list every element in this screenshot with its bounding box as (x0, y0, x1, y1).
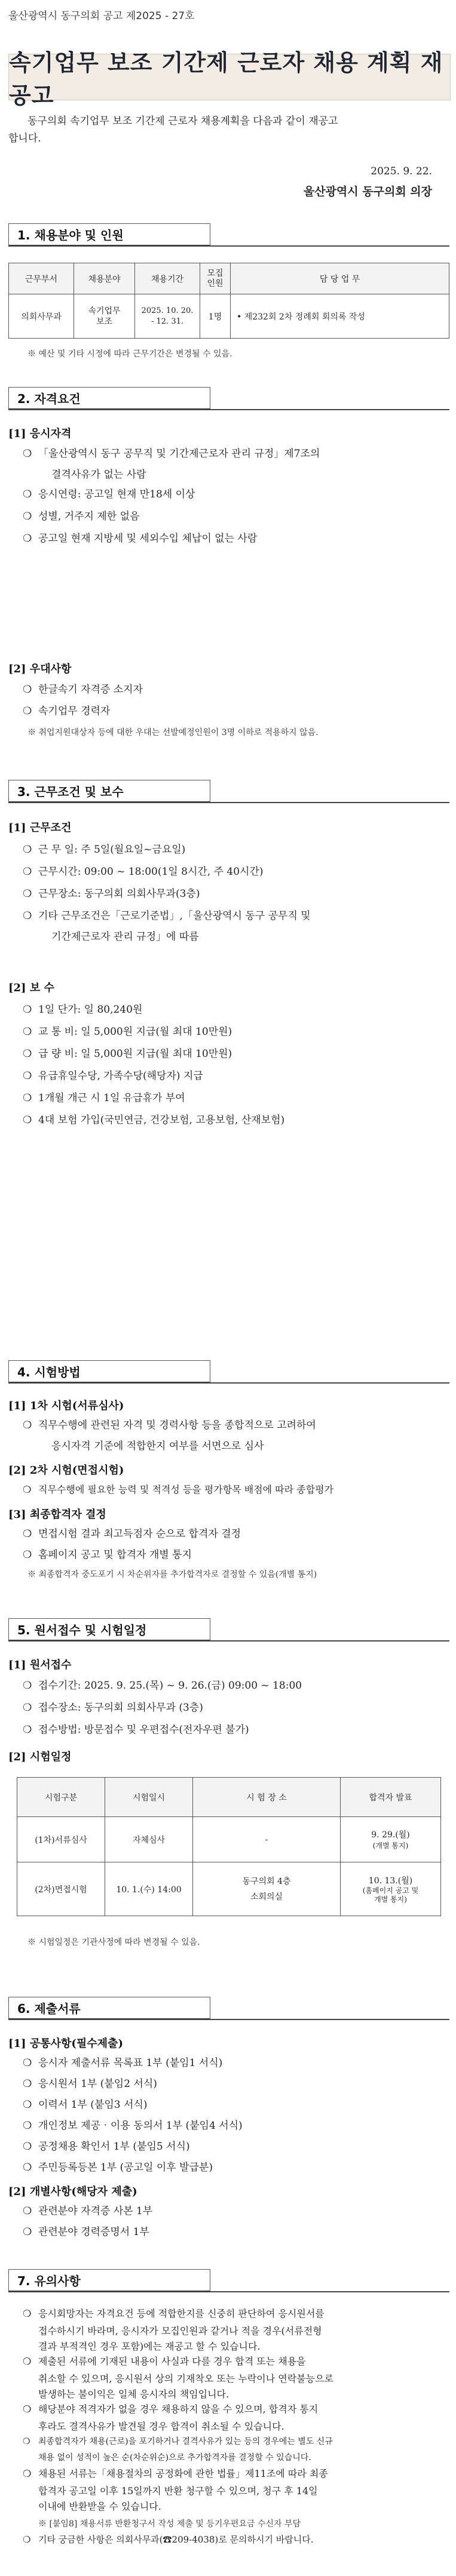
table-cell: 2025. 10. 20. - 12. 31. (135, 294, 200, 339)
section-rule-2 (8, 409, 449, 410)
list-item: ❍ 급 량 비: 일 5,000원 지급(월 최대 10만원) (23, 1048, 232, 1060)
section-5-note: ※ 시험일정은 기관사정에 따라 변경될 수 있음. (27, 1938, 200, 1947)
subheading: [2] 시험일정 (8, 1751, 72, 1763)
list-item-continuation: 후라도 결격사유가 발견될 경우 합격이 취소될 수 있습니다. (38, 2421, 284, 2432)
list-item: ❍ 기타 근무조건은「근로기준법」,「울산광역시 동구 공무직 및 (23, 910, 311, 922)
list-item-continuation: 채용 없이 성적이 높은 순(차순위순)으로 추가합격자를 결정할 수 있습니다. (38, 2453, 311, 2463)
section-rule-3 (8, 802, 449, 803)
list-item: ❍ 응시회망자는 자격요건 등에 적합한지를 신중히 판단하여 응시원서를 (23, 2308, 325, 2319)
table-header: 합격자 발표 (341, 1778, 441, 1817)
section-rule-5 (8, 1640, 449, 1641)
list-item: ❍ 접수장소: 동구의회 의회사무과 (3층) (23, 1702, 203, 1714)
list-item: ❍ 개인정보 제공‧이용 동의서 1부 (붙임4 서식) (23, 2120, 243, 2132)
list-item-continuation: 발생하는 불이익은 일체 응시자의 책임입니다. (38, 2389, 229, 2400)
list-item: ❍ 공고일 현재 지방세 및 세외수입 체납이 없는 사람 (23, 533, 258, 545)
section-heading-6: 6. 제출서류 (8, 1997, 210, 2019)
page-title: 속기업무 보조 기간제 근로자 채용 계획 재공고 (9, 50, 443, 109)
table-header: 근무부서 (9, 263, 74, 294)
result-note: (개별 통지) (372, 1842, 409, 1850)
result-date: 10. 13.(월) (368, 1876, 413, 1886)
section-rule-4 (8, 1382, 449, 1384)
list-item-continuation: 접수하시기 바라며, 응시자가 모집인원과 같거나 적을 경우(서류전형 (38, 2325, 322, 2337)
list-item-continuation: 합격자 공고일 이후 15일까지 반환 청구할 수 있으며, 청구 후 14일 (38, 2485, 318, 2497)
subheading: [1] 원서접수 (8, 1659, 72, 1671)
table-cell: 10. 1.(수) 14:00 (105, 1862, 193, 1916)
table-header: 시 험 장 소 (193, 1778, 341, 1817)
subheading: [3] 최종합격자 결정 (8, 1508, 106, 1521)
section-heading-7: 7. 유의사항 (8, 2269, 210, 2292)
table-header: 모집 인원 (200, 263, 231, 294)
table-header: 시험구분 (17, 1778, 105, 1817)
list-item: ❍ 기타 궁금한 사항은 의회사무과(☎209-4038)로 문의하시기 바랍니다. (23, 2534, 314, 2545)
subheading: [1] 근무조건 (8, 822, 72, 834)
table-cell: 속기업무 보조 (74, 294, 135, 339)
list-item: ❍ 유급휴일수당, 가족수당(해당자) 지급 (23, 1070, 203, 1082)
section-heading-3: 3. 근무조건 및 보수 (8, 780, 210, 803)
table-cell: - (193, 1817, 341, 1862)
list-item: ❍ 근 무 일: 주 5일(월요일~금요일) (23, 844, 186, 856)
section-rule-6 (8, 2019, 449, 2020)
list-item: ❍ 응시연령: 공고일 현재 만18세 이상 (23, 488, 195, 500)
list-item: ❍ 접수방법: 방문접수 및 우편접수(전자우편 불가) (23, 1724, 249, 1736)
title-banner (8, 50, 451, 109)
list-item-continuation: 취소할 수 있으며, 응시원서 상의 기재착오 또는 누락이나 연락불능으로 (38, 2373, 333, 2384)
table-header: 담 당 업 무 (231, 263, 449, 294)
list-item: ❍ 직무수행에 관련된 자격 및 경력사항 등을 종합적으로 고려하여 (23, 1419, 316, 1431)
section-heading-5: 5. 원서접수 및 시험일정 (8, 1618, 210, 1641)
section-4-note: ※ 최종합격자 중도포기 시 차순위자를 추가합격자로 결정할 수 있음(개별 통지) (27, 1570, 317, 1579)
list-item: ❍ 1일 단가: 일 80,240원 (23, 1004, 143, 1016)
table-cell: (2차)면접시험 (17, 1862, 105, 1916)
list-item: ❍ 관련분야 경력증명서 1부 (23, 2226, 149, 2238)
notice-author: 울산광역시 동구의회 의장 (303, 185, 432, 198)
intro-line-1: 동구의회 속기업무 보조 기간제 근로자 채용계획을 다음과 같이 재공고 (27, 115, 338, 127)
list-item: ❍ 「울산광역시 동구 공무직 및 기간제근로자 관리 규정」제7조의 (23, 448, 320, 460)
list-item: ❍ 속기업무 경력자 (23, 705, 111, 717)
exam-schedule-table (17, 1777, 441, 1916)
table-cell (341, 1862, 441, 1916)
section-2-note: ※ 취업지원대상자 등에 대한 우대는 선발예정인원이 3명 이하로 적용하지 않음. (27, 728, 319, 737)
list-item-continuation: 기간제근로자 관리 규정」에 따름 (51, 931, 199, 943)
table-cell: 의회사무과 (9, 294, 74, 339)
list-item: ❍ 4대 보험 가입(국민연금, 건강보험, 고용보험, 산재보험) (23, 1114, 285, 1126)
notice-date: 2025. 9. 22. (371, 165, 432, 177)
table-cell: • 제232회 2차 정례회 회의록 작성 (231, 294, 449, 339)
table-cell: (1차)서류심사 (17, 1817, 105, 1862)
table-cell (341, 1817, 441, 1862)
table-cell: 1명 (200, 294, 231, 339)
result-note: (홈페이지 공고 및 개별 통지) (362, 1886, 419, 1904)
result-date: 9. 29.(월) (371, 1830, 410, 1840)
list-item: ❍ 1개월 개근 시 1일 유급휴가 부여 (23, 1092, 185, 1104)
section-heading-1: 1. 채용분야 및 인원 (8, 223, 210, 246)
list-item: ❍ 직무수행에 필요한 능력 및 적격성 등을 평가항목 배점에 따라 종합평가 (23, 1484, 333, 1495)
list-item-continuation: 결격사유가 없는 사람 (51, 469, 146, 481)
list-item: ❍ 관련분야 자격증 사본 1부 (23, 2205, 153, 2217)
list-item: ❍ 최종합격자가 채용(근로)을 포기하거나 결격사유가 있는 등의 경우에는 별도 신규 (23, 2437, 333, 2446)
intro-line-2: 합니다. (8, 133, 41, 145)
subheading: [2] 2차 시험(면접시험) (8, 1464, 124, 1477)
table-header: 채용분야 (74, 263, 135, 294)
list-item: ❍ 채용된 서류는「채용절차의 공정화에 관한 법률」제11조에 따라 최종 (23, 2468, 328, 2479)
list-item: ❍ 주민등록등본 1부 (공고일 이후 발급분) (23, 2162, 213, 2174)
list-item: ❍ 홈페이지 공고 및 합격자 개별 통지 (23, 1549, 192, 1561)
subheading: [2] 개별사항(해당자 제출) (8, 2185, 137, 2198)
subheading: [1] 응시자격 (8, 428, 72, 440)
section-rule-1 (8, 245, 449, 247)
list-item: ❍ 교 통 비: 일 5,000원 지급(월 최대 10만원) (23, 1026, 232, 1038)
list-item: ❍ 접수기간: 2025. 9. 25.(목) ~ 9. 26.(금) 09:00 ~ 18:00 (23, 1680, 302, 1692)
table-cell: 자체심사 (105, 1817, 193, 1862)
list-item: ❍ 성별, 거주지 제한 없음 (23, 511, 140, 522)
subheading: [1] 1차 시험(서류심사) (8, 1400, 124, 1412)
list-item: ❍ 한글속기 자격증 소지자 (23, 684, 143, 696)
subheading: [2] 보 수 (8, 982, 54, 994)
list-item-continuation: 이내에 반환받을 수 있습니다. (38, 2501, 161, 2512)
section-1-note: ※ 예산 및 기타 시정에 따라 근무기간은 변경될 수 있음. (27, 349, 232, 359)
list-item: ❍ 제출된 서류에 기재된 내용이 사실과 다를 경우 합격 또는 채용을 (23, 2356, 306, 2367)
recruitment-table (8, 263, 449, 339)
section-heading-4: 4. 시험방법 (8, 1360, 210, 1383)
table-cell: 동구의회 4층 소회의실 (193, 1862, 341, 1916)
list-item: ❍ 근무시간: 09:00 ~ 18:00(1일 8시간, 주 40시간) (23, 866, 264, 878)
list-item: ❍ 응시원서 1부 (붙임2 서식) (23, 2078, 157, 2090)
section-7-note: ※ [붙임8] 채용서류 반환청구서 작성 제출 및 등기우편요금 수신자 부담 (38, 2519, 301, 2529)
list-item: ❍ 공정채용 확인서 1부 (붙임5 서식) (23, 2141, 190, 2153)
list-item-continuation: 응시자격 기준에 적합한지 여부를 서면으로 심사 (51, 1440, 264, 1452)
section-rule-7 (8, 2291, 449, 2292)
notice-number: 울산광역시 동구의회 공고 제2025 - 27호 (8, 10, 195, 22)
section-heading-2: 2. 자격요건 (8, 387, 210, 410)
list-item: ❍ 응시자 제출서류 목록표 1부 (붙임1 서식) (23, 2057, 223, 2069)
list-item: ❍ 해당분야 적격자가 없을 경우 채용하지 않을 수 있으며, 합격자 통지 (23, 2403, 319, 2415)
list-item: ❍ 이력서 1부 (붙임3 서식) (23, 2099, 148, 2111)
list-item: ❍ 근무장소: 동구의회 의회사무과(3층) (23, 888, 200, 900)
table-header: 시험일시 (105, 1778, 193, 1817)
list-item-continuation: 결과 부적격인 경우 포함)에는 재공고 할 수 있습니다. (38, 2341, 261, 2352)
subheading: [1] 공통사항(필수제출) (8, 2037, 123, 2050)
table-header: 채용기간 (135, 263, 200, 294)
list-item: ❍ 면접시험 결과 최고득점자 순으로 합격자 결정 (23, 1528, 241, 1540)
subheading: [2] 우대사항 (8, 663, 72, 675)
